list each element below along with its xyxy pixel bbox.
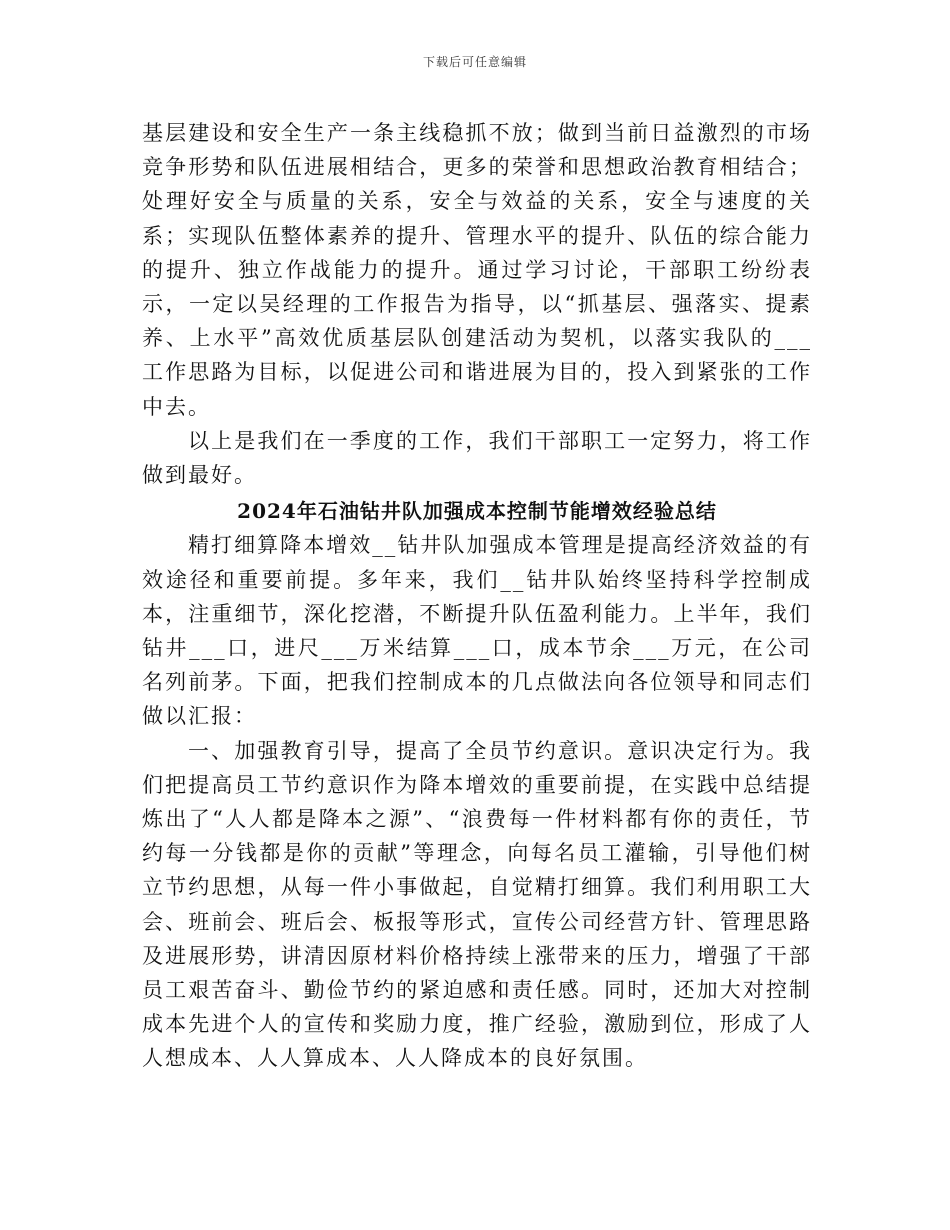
paragraph-point-one: 一、加强教育引导，提高了全员节约意识。意识决定行为。我们把提高员工节约意识作为降本增效的重要前提，在实践中总结提炼出了“人人都是降本之源”、“浪费每一件材料都有你的责任，节约每一分钱都是你的贡献”等理念，向每名员工灌输，引导他们树立节约思想，从每一件小事做起，自觉精打细算。我们利用职工大会、班前会、班后会、板报等形式，宣传公司经营方针、管理思路及进展形势，讲清因原材料价格持续上涨带来的压力，增强了干部员工艰苦奋斗、勤俭节约的紧迫感和责任感。同时，还加大对控制成本先进个人的宣传和奖励力度，推广经验，激励到位，形成了人人想成本、人人算成本、人人降成本的良好氛围。 (142, 738, 812, 1071)
page-header: 下载后可任意编辑 (422, 55, 527, 69)
paragraph-continued: 基层建设和安全生产一条主线稳抓不放；做到当前日益激烈的市场竞争形势和队伍进展相结合，更多的荣誉和思想政治教育相结合；处理好安全与质量的关系，安全与效益的关系，安全与速度的关系；实现队伍整体素养的提升、管理水平的提升、队伍的综合能力的提升、独立作战能力的提升。通过学习讨论，干部职工纷纷表示，一定以吴经理的工作报告为指导，以“抓基层、强落实、提素养、上水平”高效优质基层队创建活动为契机，以落实我队的___工作思路为目标，以促进公司和谐进展为目的，投入到紧张的工作中去。 (142, 121, 812, 419)
section-title: 2024年石油钻井队加强成本控制节能增效经验总结 (237, 499, 717, 524)
document-body (142, 116, 812, 1076)
paragraph-intro: 精打细算降本增效__钻井队加强成本管理是提高经济效益的有效途径和重要前提。多年来，我们__钻井队始终坚持科学控制成本，注重细节，深化挖潜，不断提升队伍盈利能力。上半年，我们钻井___口，进尺___万米结算___口，成本节余___万元，在公司名列前茅。下面，把我们控制成本的几点做法向各位领导和同志们做以汇报： (142, 533, 812, 729)
paragraph-closing: 以上是我们在一季度的工作，我们干部职工一定努力，将工作做到最好。 (142, 428, 812, 488)
